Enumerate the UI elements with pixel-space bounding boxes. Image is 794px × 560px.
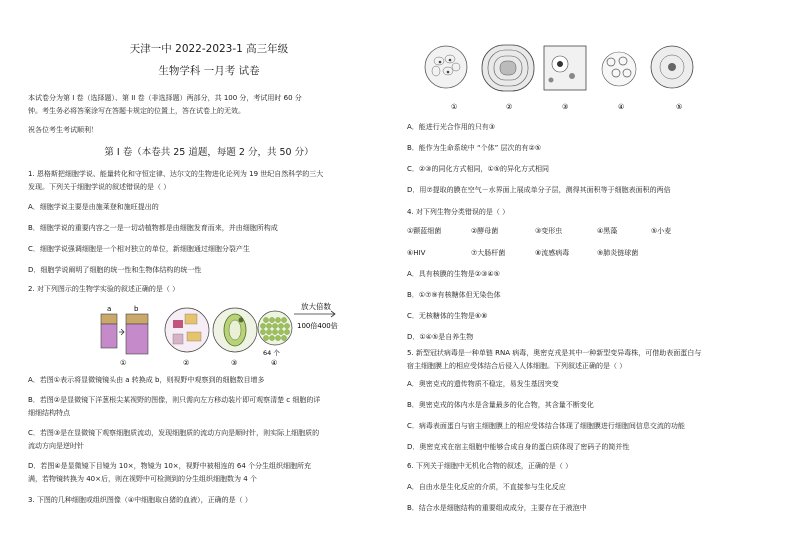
- q3-option-b: B．能作为生命系统中 “个体” 层次的有②⑤: [407, 144, 542, 152]
- lens-a-label: a: [107, 305, 112, 313]
- left-column: [28, 40, 390, 79]
- cell-c-icon: [173, 320, 183, 328]
- organism-5: ⑤小麦: [651, 227, 672, 235]
- question-4: [407, 206, 772, 219]
- organism-6: ⑥HIV: [407, 249, 426, 257]
- instructions-line2: 钟。考生务必将答案涂写在答题卡规定的位置上，答在试卷上的无效。: [28, 107, 245, 115]
- q5-stem-line2: 宿主细胞膜上的相应受体结合后侵入人体细胞。下列叙述正确的是（ ）: [407, 362, 627, 370]
- lens-b-top: [126, 314, 148, 324]
- fig-number-3: ③: [231, 359, 238, 367]
- q2-option-a: A．若图①表示将显微镜镜头由 a 转换成 b，则视野中观察到的细胞数目增多: [28, 376, 265, 384]
- q4-options: [407, 268, 772, 344]
- cell-count-label: 64 个: [263, 349, 280, 357]
- q2-option-c-line2: 流动方向是逆时针: [28, 442, 84, 450]
- q5-option-d: D．奥密克戎在宿主细胞中能够合成自身的蛋白质体现了密码子的简并性: [407, 443, 630, 451]
- fig-number-1: ①: [120, 359, 127, 367]
- q3-option-c: C．②③的同化方式相同，①⑤的异化方式相同: [407, 165, 549, 173]
- magnification-value: 100倍400倍: [297, 322, 338, 330]
- root-cell-icon: [185, 314, 197, 324]
- q3-figure: [420, 42, 700, 112]
- question-3: [28, 494, 390, 507]
- q1-option-a: A．细胞学说主要是由施莱登和施旺提出的: [28, 203, 159, 211]
- lens-b-body: [126, 324, 148, 354]
- q2-option-b-line1: B．若图②是显微镜下洋葱根尖某视野的图像，则只需向左方移动装片即可观察清楚 c 细胞的详: [28, 396, 321, 404]
- vacuole-icon: [229, 320, 241, 340]
- q4-organism-row1: [407, 225, 772, 239]
- root-cell-icon: [173, 334, 183, 344]
- q2-options: [28, 374, 390, 486]
- magnification-label: 放大倍数: [301, 302, 331, 311]
- fig-number-4: ④: [271, 359, 278, 367]
- question-6: [407, 460, 772, 515]
- organism-7: ⑦大肠杆菌: [471, 249, 506, 257]
- exam-title: 天津一中 2022-2023-1 高三年级: [129, 43, 289, 55]
- q3-fig-number-5: ⑤: [676, 103, 683, 111]
- q3-fig-number-3: ③: [562, 103, 569, 111]
- q4-organism-row2: [407, 247, 772, 261]
- arrow-icon: [119, 329, 124, 335]
- q6-stem: 6. 下列关于细胞中无机化合物的叙述，正确的是（ ）: [407, 462, 573, 470]
- q4-option-b: B．①⑦⑨有核糖体但无染色体: [407, 291, 501, 299]
- q2-option-d-line1: D．若图④是显微镜下目镜为 10×，物镜为 10×，视野中被相连的 64 个分生组织细胞所充: [28, 462, 312, 470]
- q2-stem: 2. 对下列图示的生物学实验的叙述正确的是（ ）: [28, 285, 180, 293]
- q1-stem-line1: 1. 恩格斯把细胞学说、能量转化和守恒定律、达尔文的生物进化论列为 19 世纪自然科学的三大: [28, 170, 324, 178]
- q3-option-d: D．用⑦提取的膜在空气－水界面上展成单分子层，测得其面积等于细胞表面积的两倍: [407, 186, 671, 194]
- instructions-line1: 本试卷分为第 I 卷（选择题）、第 II 卷（非选择题）两部分，共 100 分，考试用时 60 分: [28, 94, 302, 102]
- lens-a-top: [101, 314, 117, 324]
- q3-fig-number-1: ①: [451, 103, 458, 111]
- q2-option-c-line1: C．若图③是在显微镜下观察细胞质流动，发现细胞质的流动方向是顺时针，则实际上细胞质的: [28, 429, 320, 437]
- q1-option-b: B．细胞学说的重要内容之一是一切动植物都是由细胞发育而来，并由细胞所构成: [28, 224, 278, 232]
- question-2: [28, 283, 390, 296]
- lens-a-body: [101, 324, 117, 348]
- q3-fig-number-2: ②: [506, 103, 513, 111]
- exam-subtitle: 生物学科 一月考 试卷: [158, 65, 260, 77]
- organism-4: ④黑藻: [597, 227, 618, 235]
- root-cell-icon: [187, 332, 201, 341]
- lens-b-label: b: [134, 305, 139, 313]
- q1-option-c: C．细胞学说强调细胞是一个相对独立的单位，新细胞通过细胞分裂产生: [28, 245, 250, 253]
- q2-option-d-line2: 满，若物镜转换为 40×后，则在视野中可检测到的分生组织细胞数为 4 个: [28, 475, 257, 483]
- q5-stem-line1: 5. 新型冠状病毒是一种单链 RNA 病毒，奥密克戎是其中一种新型变异毒株，可借助表面蛋白与: [407, 349, 702, 357]
- good-luck-line: 祝各位考生考试顺利！: [28, 126, 98, 134]
- organism-3: ③变形虫: [535, 227, 563, 235]
- organism-1: ①颤蓝细菌: [407, 227, 442, 235]
- q3-fig-number-4: ④: [618, 103, 625, 111]
- q2-option-b-line2: 细细结构特点: [28, 409, 70, 417]
- q4-stem: 4. 对下列生物分类错误的是（ ）: [407, 208, 510, 216]
- fig-number-2: ②: [183, 359, 190, 367]
- q3-stem: 3. 下图的几种细胞或组织图像（④中细胞取自猪的血液），正确的是（ ）: [28, 496, 252, 504]
- q4-option-c: C．无核糖体的生物是⑥⑧: [407, 312, 488, 320]
- magnification-arrow-icon: [294, 311, 335, 317]
- q4-option-a: A．具有核膜的生物是②③④⑤: [407, 270, 500, 278]
- chloroplast-icon: [239, 318, 244, 323]
- organism-8: ⑧流感病毒: [535, 249, 570, 257]
- blood-view-circle: [602, 52, 636, 86]
- q4-option-d: D．①④⑤是自养生物: [407, 333, 474, 341]
- organism-9: ⑨肺炎链球菌: [597, 249, 639, 257]
- q6-option-b: B．结合水是细胞结构的重要组成成分，主要存在于液泡中: [407, 504, 587, 512]
- q3-option-a: A．能进行光合作用的只有③: [407, 123, 496, 131]
- question-1: [28, 168, 390, 277]
- q2-figure: [95, 300, 340, 370]
- section-title: 第 I 卷（本卷共 25 道题，每题 2 分，共 50 分）: [104, 147, 314, 158]
- tissue-1-circle: [425, 46, 467, 88]
- q1-option-d: D．细胞学说阐明了细胞的统一性和生物体结构的统一性: [28, 266, 202, 274]
- instructions: [28, 92, 390, 137]
- question-5: [407, 347, 772, 454]
- organism-2: ②酵母菌: [471, 227, 499, 235]
- q5-option-a: A．奥密克戎的遗传物质不稳定，易发生基因突变: [407, 380, 559, 388]
- q1-stem-line2: 发现。下列关于细胞学说的叙述错误的是（ ）: [28, 183, 171, 191]
- q3-options: [407, 121, 772, 197]
- q5-option-b: B．奥密克戎的体内水是含量最多的化合物，其含量不断变化: [407, 401, 594, 409]
- q5-option-c: C．病毒表面蛋白与宿主细胞膜上的相应受体结合体现了细胞膜进行细胞间信息交流的功能: [407, 422, 685, 430]
- q6-option-a: A．自由水是生化反应的介质，不直接参与生化反应: [407, 483, 566, 491]
